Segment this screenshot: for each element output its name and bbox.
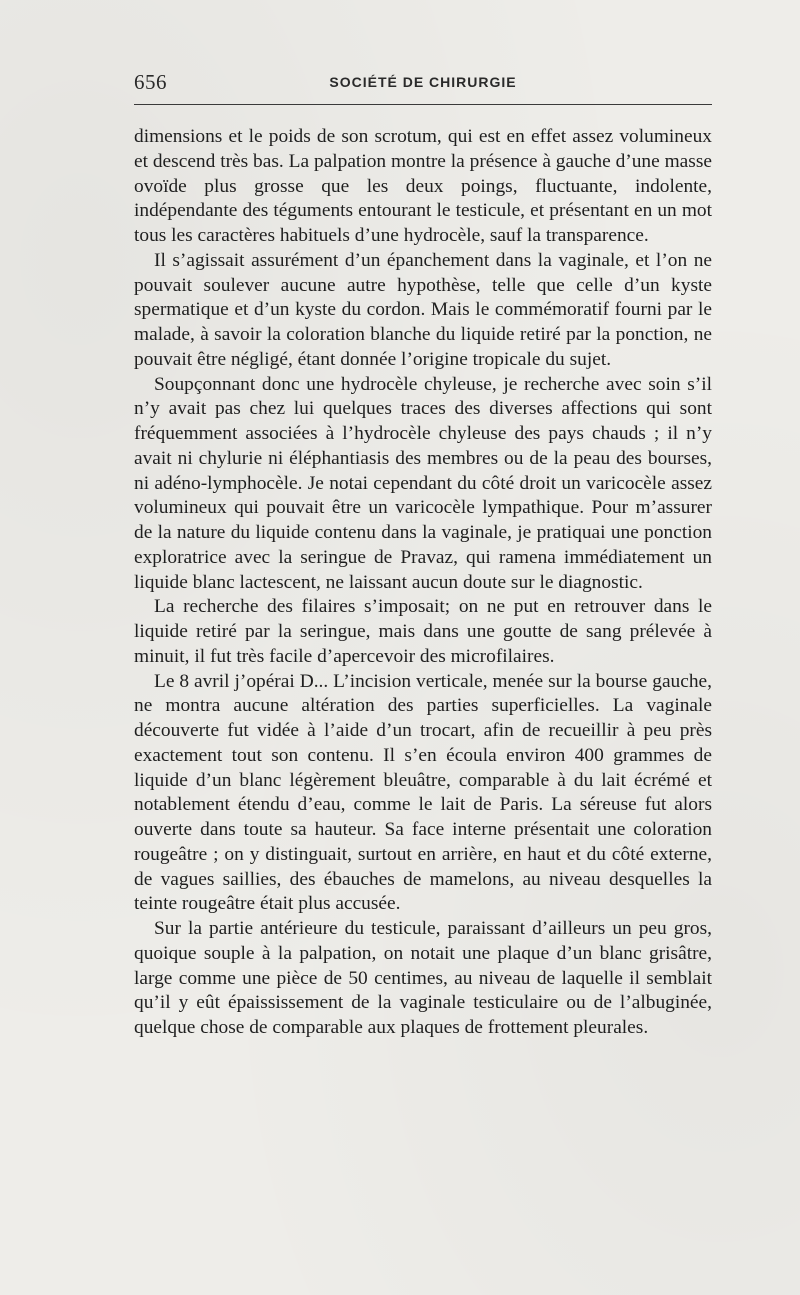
page-number: 656	[134, 70, 167, 94]
body-text	[134, 125, 712, 1041]
page-header	[134, 70, 712, 94]
running-title: SOCIÉTÉ DE CHIRURGIE	[329, 74, 517, 90]
paragraph: Il s’agissait assurément d’un épanchement dans la vaginale, et l’on ne pouvait soulever aucune autre hypothèse, telle que celle d’un kyste spermatique et d’un kyste du cordon. Mais le commémoratif fourni par le malade, à savoir la coloration blanche du liquide retiré par la ponction, ne pouvait être négligé, étant donnée l’origine tropicale du sujet.	[134, 249, 712, 370]
header-rule	[134, 104, 712, 105]
paragraph: Soupçonnant donc une hydrocèle chyleuse, je recherche avec soin s’il n’y avait pas chez lui quelques traces des diverses affections qui sont fréquemment associées à l’hydrocèle chyleuse des pays chauds ; il n’y avait ni chylurie ni éléphantiasis des membres ou de la peau des bourses, ni adéno-lymphocèle. Je notai cependant du côté droit un varicocèle assez volumineux qui pouvait être un varicocèle lympathique. Pour m’assurer de la nature du liquide contenu dans la vaginale, je pratiquai une ponction exploratrice avec la seringue de Pravaz, qui ramena immédiatement un liquide blanc lactescent, ne laissant aucun doute sur le diagnostic.	[134, 373, 712, 593]
paragraph: Le 8 avril j’opérai D... L’incision verticale, menée sur la bourse gauche, ne montra aucune altération des parties superficielles. La vaginale découverte fut vidée à l’aide d’un trocart, afin de recueillir à peu près exactement tout son contenu. Il s’en écoula environ 400 grammes de liquide d’un blanc légèrement bleuâtre, comparable à du lait écrémé et notablement étendu d’eau, comme le lait de Paris. La séreuse fut alors ouverte dans toute sa hauteur. Sa face interne présentait une coloration rougeâtre ; on y distinguait, surtout en arrière, en haut et du côté externe, de vagues saillies, des ébauches de mamelons, au niveau desquelles la teinte rougeâtre était plus accusée.	[134, 670, 712, 915]
paragraph: Sur la partie antérieure du testicule, paraissant d’ailleurs un peu gros, quoique souple à la palpation, on notait une plaque d’un blanc grisâtre, large comme une pièce de 50 centimes, au niveau de laquelle il semblait qu’il y eût épaississement de la vaginale testiculaire ou de l’albuginée, quelque chose de comparable aux plaques de frottement pleurales.	[134, 918, 712, 1038]
paragraph: La recherche des filaires s’imposait; on ne put en retrouver dans le liquide retiré par la seringue, mais dans une goutte de sang prélevée à minuit, il fut très facile d’apercevoir des microfilaires.	[134, 596, 712, 667]
paragraph-continued: dimensions et le poids de son scrotum, qui est en effet assez volumineux et descend très bas. La palpation montre la présence à gauche d’une masse ovoïde plus grosse que les deux poings, fluctuante, indolente, indépendante des téguments entourant le testicule, et présentant en un mot tous les caractères habituels d’une hydrocèle, sauf la transparence.	[134, 126, 712, 246]
